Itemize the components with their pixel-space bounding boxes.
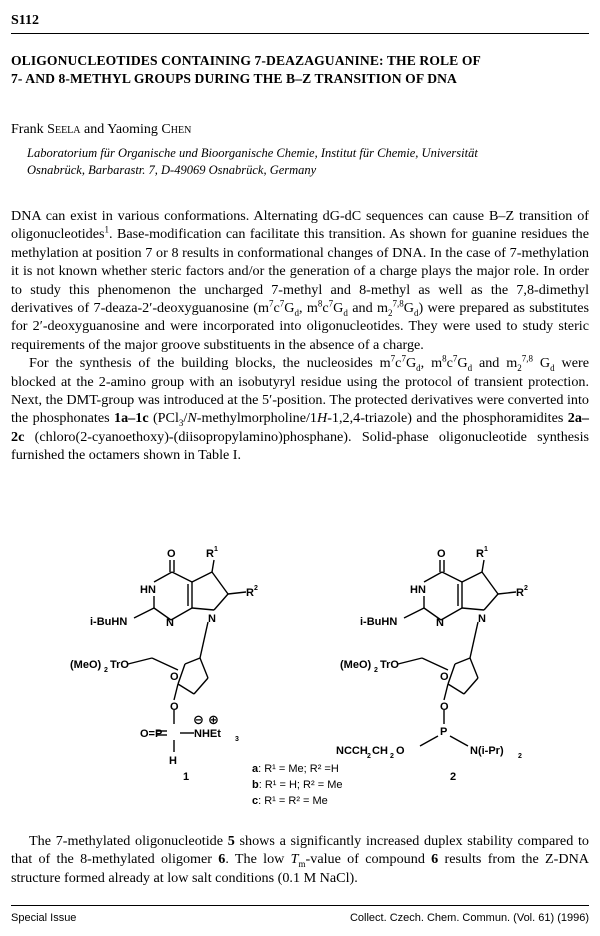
header-rule [11,33,589,34]
footer-issue: Special Issue [11,912,77,924]
svg-text:HN: HN [140,584,156,596]
compound-1a-1c: 1a–1c [114,410,149,427]
svg-text:R: R [246,587,254,599]
svg-text:i-BuHN: i-BuHN [360,616,398,628]
svg-text:⊕: ⊕ [208,712,219,727]
svg-text:R: R [516,587,524,599]
author-seela: Seela [47,122,81,137]
svg-text:O: O [440,671,449,683]
svg-text:2: 2 [524,585,528,592]
title-line-2: 7- AND 8-METHYL GROUPS DURING THE B–Z TRANSITION OF DNA [11,71,457,86]
svg-text:(MeO): (MeO) [70,659,102,671]
affiliation: Laboratorium für Organische und Bioorganische Chemie, Institut für Chemie, Universität Osnabrück, Barbarastr. 7, D-49069 Osnabrück, Germany [27,146,478,177]
structure-1-labels [70,546,258,783]
svg-text:P: P [440,726,448,738]
svg-text:TrO: TrO [380,659,399,671]
footer-rule [11,905,589,906]
footer-citation: Collect. Czech. Chem. Commun. (Vol. 61) (1996) [349,912,589,924]
svg-text:HN: HN [410,584,426,596]
paragraph-1: DNA can exist in various conformations. Alternating dG-dC sequences can cause B–Z transition of oligonucleotides$^1$. Base-modification can facilitate this transition. As shown for guanine residues the methylation at position 7 or 8 results in conformational changes of DNA. In the case of 7-methylation it is not known whether steric factors and/or the generation of a charge plays the major role. In order to study this phenomenon the uncharged 7-methyl and 8-methyl as well as the 7,8-dimethyl derivatives of 7-deaza-2′-deoxyguanosine ($m^7c^7G_d$, $m^8c^7G_d$ and $m_2^{7,8}G_d$) were prepared as substitutes for 2′-deoxyguanosine and were incorporated into oligonucleotides. They were used to study steric requirements of the major groove substituents in the absence of a charge. [11,208,589,353]
svg-text:O=P: O=P [140,728,163,740]
svg-text:O: O [170,701,179,713]
svg-text:1: 1 [484,546,488,553]
svg-text:N(i-Pr): N(i-Pr) [470,745,504,757]
page-id: S112 [11,13,40,28]
svg-text:a: R¹ = Me; R² =H: a: R¹ = Me; R² =H [252,763,339,775]
svg-text:1: 1 [214,546,218,553]
reference-1[interactable]: 1 [104,224,109,235]
svg-text:3: 3 [235,736,239,743]
svg-text:1: 1 [183,771,190,783]
svg-text:O: O [170,671,179,683]
svg-text:NCCH: NCCH [336,745,368,757]
paragraph-2: For the synthesis of the building blocks, the nucleosides $m^7c^7G_d$, $m^8c^7G_d$ and $m_2^{7,8}$ $G_d$ were blocked at the 2-amino group with an isobutyryl residue using the protocol of transient protection. Next, the DMT-group was introduced at the 5′-position. The protected derivatives were converted into the phosphonates 1a–1c (PCl$_3$/N-methylmorpholine/1H-1,2,4-triazole) and the phosphoramidites 2a–2c (chloro(2-cyanoethoxy)-(diisopropylamino)phosphane). Solid-phase oligonucleotide synthesis furnished the octamers shown in Table I. [11,353,590,464]
svg-text:2: 2 [450,771,457,783]
svg-text:CH: CH [372,745,388,757]
svg-text:R: R [476,548,484,560]
body-text-continued [11,832,589,887]
title-line-1: OLIGONUCLEOTIDES CONTAINING 7-DEAZAGUANINE: THE ROLE OF [11,53,481,68]
svg-text:H: H [169,755,177,767]
svg-text:⊖: ⊖ [193,712,204,727]
svg-text:NHEt: NHEt [194,728,221,740]
author-chen: Chen [161,122,192,137]
svg-text:O: O [167,548,176,560]
svg-text:2: 2 [367,753,371,760]
svg-text:TrO: TrO [110,659,129,671]
svg-text:O: O [437,548,446,560]
svg-text:2: 2 [390,753,394,760]
svg-text:N: N [208,613,216,625]
compound-6: 6 [218,851,226,868]
svg-text:N: N [478,613,486,625]
article-title [11,52,589,88]
svg-text:i-BuHN: i-BuHN [90,616,128,628]
svg-text:N: N [166,617,174,629]
svg-text:(MeO): (MeO) [340,659,372,671]
compound-5: 5 [227,833,235,849]
body-text [11,207,589,465]
svg-text:2: 2 [518,753,522,760]
svg-text:O: O [396,745,405,757]
structure-2-labels [336,546,528,783]
svg-text:N: N [436,617,444,629]
chemical-scheme [40,540,580,830]
compound-2a-2c: 2a–2c [11,410,589,445]
svg-text:b: R¹ = H; R² = Me: b: R¹ = H; R² = Me [252,779,343,791]
paragraph-3: The 7-methylated oligonucleotide 5 shows a significantly increased duplex stability compared to that of the 8-methylated oligomer 6. The low $T_m$-value of compound 6 results from the Z-DNA structure formed already at low salt conditions (0.1 M NaCl). [11,833,589,886]
svg-text:c: R¹ = R² = Me: c: R¹ = R² = Me [252,795,328,807]
substituent-legend [252,763,342,807]
svg-text:O: O [440,701,449,713]
svg-text:2: 2 [104,667,108,674]
svg-text:2: 2 [254,585,258,592]
svg-text:2: 2 [374,667,378,674]
svg-text:R: R [206,548,214,560]
authors: Frank Seela and Yaoming Chen [11,122,192,137]
